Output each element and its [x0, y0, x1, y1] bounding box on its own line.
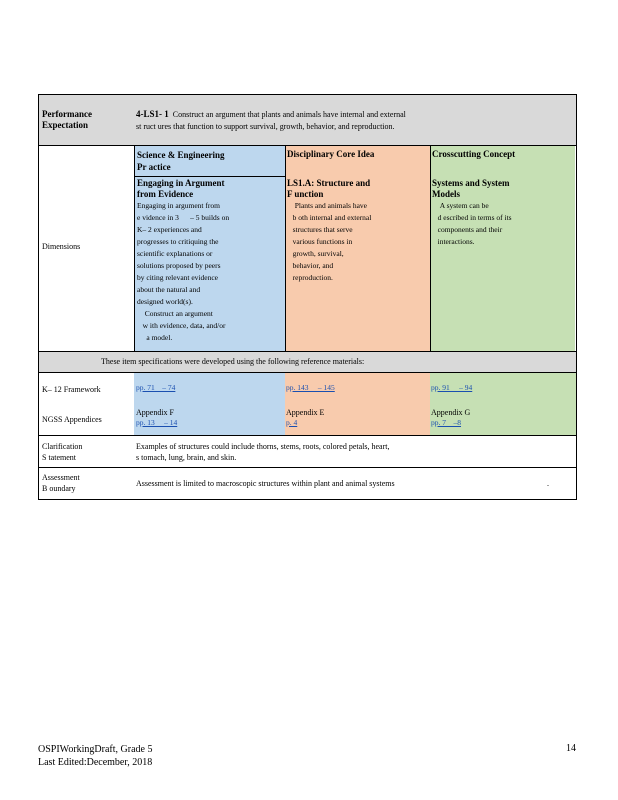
- framework-label: K– 12 Framework: [42, 385, 101, 394]
- dimensions-row: [39, 146, 576, 352]
- dci-references: [285, 373, 430, 435]
- assessment-text: Assessment is limited to macroscopic structures within plant and animal systems: [136, 479, 395, 488]
- dci-text-line: various functions in: [287, 237, 353, 246]
- sep-text-line: Construct an argument: [137, 309, 209, 318]
- clarification-text-line2: s tomach, lung, brain, and skin.: [136, 453, 237, 462]
- reference-note: These item specifications were developed using the following reference materials:: [101, 357, 365, 366]
- sep-framework-link[interactable]: pp. 71 – 74: [136, 383, 176, 392]
- ccc-appendix-link[interactable]: pp. 7 –8: [431, 418, 461, 427]
- pe-code: 4-LS1- 1: [136, 109, 169, 119]
- ccc-header: Crosscutting Concept: [432, 149, 516, 159]
- reference-row: [39, 352, 576, 373]
- ccc-references: [430, 373, 576, 435]
- ccc-text-line: A system can be: [432, 201, 485, 210]
- dci-text-line: structures that serve: [287, 225, 353, 234]
- dci-appendix-title: Appendix E: [286, 408, 325, 417]
- clarification-label-line1: Clarification: [42, 442, 83, 451]
- pe-text-line2: st ruct ures that function to support survival, growth, behavior, and reproduction.: [136, 122, 395, 131]
- sep-text-line: w ith evidence, data, and/or: [137, 321, 226, 330]
- sep-text-line: progresses to critiquing the: [137, 237, 219, 246]
- ccc-text-line: interactions.: [432, 237, 475, 246]
- clarification-text: [136, 441, 390, 463]
- clarification-text-line1: Examples of structures could include thorns, stems, roots, colored petals, heart,: [136, 442, 390, 451]
- sep-references: [134, 373, 285, 435]
- assessment-trail: .: [547, 479, 549, 488]
- dci-idea-text: [287, 200, 430, 284]
- sep-title-line1: Engaging in Argument: [137, 178, 225, 188]
- pe-label: Performance Expectation: [42, 109, 92, 130]
- sep-text-line: Engaging in argument from: [137, 201, 220, 210]
- clarification-label: [42, 441, 82, 463]
- ccc-title-line1: Systems and System: [432, 178, 510, 188]
- sep-body: [135, 177, 285, 344]
- assessment-label: [42, 472, 80, 494]
- dci-framework-link[interactable]: pp. 143 – 145: [286, 383, 335, 392]
- ngss-label: NGSS Appendices: [42, 415, 102, 424]
- sep-text-line: a model.: [137, 333, 173, 342]
- sep-text-line: designed world(s).: [137, 297, 193, 306]
- dci-text-line: reproduction.: [287, 273, 333, 282]
- pe-text: [136, 108, 576, 133]
- ccc-column: [430, 146, 575, 351]
- ccc-title-line2: Models: [432, 189, 460, 199]
- ccc-text-line: d escribed in terms of its: [432, 213, 512, 222]
- ccc-body: [431, 177, 575, 248]
- sep-text-line: e vidence in 3 – 5 builds on: [137, 213, 230, 222]
- clarification-label-line2: S tatement: [42, 453, 76, 462]
- ccc-text-line: components and their: [432, 225, 503, 234]
- sep-practice-text: [137, 200, 285, 344]
- sep-header-line1: Science & Engineering: [137, 150, 225, 160]
- page-number: 14: [566, 743, 576, 754]
- sep-header-line2: Pr actice: [137, 162, 171, 172]
- dci-text-line: behavior, and: [287, 261, 334, 270]
- footer-draft: OSPIWorkingDraft, Grade 5: [38, 744, 153, 755]
- sep-text-line: scientific explanations or: [137, 249, 213, 258]
- references-row: [39, 373, 576, 436]
- dimensions-label: Dimensions: [42, 242, 81, 251]
- dci-text-line: b oth internal and external: [287, 213, 372, 222]
- sep-title-line2: from Evidence: [137, 189, 194, 199]
- ccc-concept-text: [432, 200, 575, 248]
- dci-text-line: growth, survival,: [287, 249, 344, 258]
- assessment-label-line1: Assessment: [42, 473, 80, 482]
- sep-text-line: by citing relevant evidence: [137, 273, 219, 282]
- dci-appendix-link[interactable]: p. 4: [286, 418, 298, 427]
- dci-text-line: Plants and animals have: [287, 201, 364, 210]
- dci-column: [285, 146, 430, 351]
- sep-appendix-title: Appendix F: [136, 408, 174, 417]
- footer: [38, 743, 152, 769]
- footer-last-edited: Last Edited:December, 2018: [38, 757, 153, 768]
- sep-appendix-link[interactable]: pp. 13 – 14: [136, 418, 178, 427]
- ccc-appendix-title: Appendix G: [431, 408, 471, 417]
- ccc-framework-link[interactable]: pp. 91 – 94: [431, 383, 473, 392]
- pe-text-line1: Construct an argument that plants and animals have internal and external: [172, 110, 406, 119]
- sep-text-line: K– 2 experiences and: [137, 225, 202, 234]
- assessment-label-line2: B oundary: [42, 484, 76, 493]
- clarification-row: [39, 436, 576, 468]
- sep-text-line: solutions proposed by peers: [137, 261, 221, 270]
- sep-text-line: about the natural and: [137, 285, 201, 294]
- dci-header: Disciplinary Core Idea: [287, 149, 375, 159]
- dci-title-line2: F unction: [287, 189, 324, 199]
- assessment-row: [39, 468, 576, 499]
- dci-title-line1: LS1.A: Structure and: [287, 178, 371, 188]
- pe-row: [39, 95, 576, 146]
- standards-table: [38, 94, 577, 500]
- dci-body: [286, 177, 430, 284]
- sep-column: [134, 146, 285, 351]
- sep-header: [135, 146, 285, 177]
